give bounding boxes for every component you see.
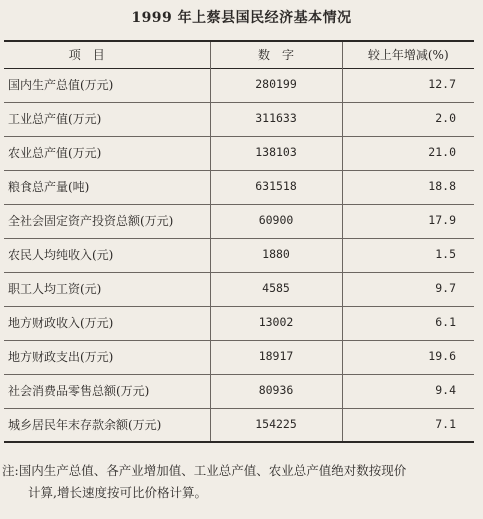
row-number-value: 13002 xyxy=(210,306,342,340)
row-item-label: 农业总产值(万元) xyxy=(8,146,102,160)
table-row xyxy=(4,238,474,272)
table-row xyxy=(4,204,474,238)
page-title: 1999 年上蔡县国民经济基本情况 xyxy=(131,10,352,26)
row-item-label: 全社会固定资产投资总额(万元) xyxy=(8,214,174,228)
table-row xyxy=(4,374,474,408)
row-change-value: 9.7 xyxy=(342,272,474,306)
header-change: 较上年增减(%) xyxy=(342,41,474,68)
table-body xyxy=(4,68,474,442)
row-item-label: 地方财政支出(万元) xyxy=(8,350,114,364)
header-row xyxy=(4,41,474,68)
row-number-value: 18917 xyxy=(210,340,342,374)
row-number-value: 4585 xyxy=(210,272,342,306)
row-number-value: 154225 xyxy=(210,408,342,442)
row-change-value: 21.0 xyxy=(342,136,474,170)
row-number-value: 280199 xyxy=(210,68,342,102)
table-row xyxy=(4,136,474,170)
row-item-label: 职工人均工资(元) xyxy=(8,282,102,296)
row-change-value: 19.6 xyxy=(342,340,474,374)
row-item-label: 城乡居民年末存款余额(万元) xyxy=(8,417,162,432)
header-item: 项 目 xyxy=(68,47,105,62)
row-change-value: 17.9 xyxy=(342,204,474,238)
row-change-value: 2.0 xyxy=(342,102,474,136)
row-change-value: 9.4 xyxy=(342,374,474,408)
header-number: 数 字 xyxy=(210,41,342,68)
table-row xyxy=(4,102,474,136)
table-row xyxy=(4,408,474,442)
footnote-line-2: 计算,增长速度按可比价格计算。 xyxy=(28,485,207,500)
row-number-value: 311633 xyxy=(210,102,342,136)
economy-table-container xyxy=(4,40,474,443)
row-change-value: 1.5 xyxy=(342,238,474,272)
row-number-value: 138103 xyxy=(210,136,342,170)
footnote xyxy=(2,460,480,504)
row-item-label: 农民人均纯收入(元) xyxy=(8,248,114,262)
row-number-value: 1880 xyxy=(210,238,342,272)
row-change-value: 12.7 xyxy=(342,68,474,102)
table-row xyxy=(4,170,474,204)
row-number-value: 631518 xyxy=(210,170,342,204)
table-header xyxy=(4,41,474,68)
footnote-line-1: 注:国内生产总值、各产业增加值、工业总产值、农业总产值绝对数按现价 xyxy=(2,463,407,478)
row-item-label: 地方财政收入(万元) xyxy=(8,316,114,330)
row-change-value: 18.8 xyxy=(342,170,474,204)
table-row xyxy=(4,340,474,374)
table-row xyxy=(4,306,474,340)
row-change-value: 7.1 xyxy=(342,408,474,442)
row-number-value: 80936 xyxy=(210,374,342,408)
row-item-label: 国内生产总值(万元) xyxy=(8,78,114,92)
row-change-value: 6.1 xyxy=(342,306,474,340)
row-item-label: 粮食总产量(吨) xyxy=(8,180,90,194)
row-number-value: 60900 xyxy=(210,204,342,238)
row-item-label: 社会消费品零售总额(万元) xyxy=(8,384,150,398)
table-row xyxy=(4,68,474,102)
table-row xyxy=(4,272,474,306)
economy-table xyxy=(4,40,474,443)
row-item-label: 工业总产值(万元) xyxy=(8,112,102,126)
